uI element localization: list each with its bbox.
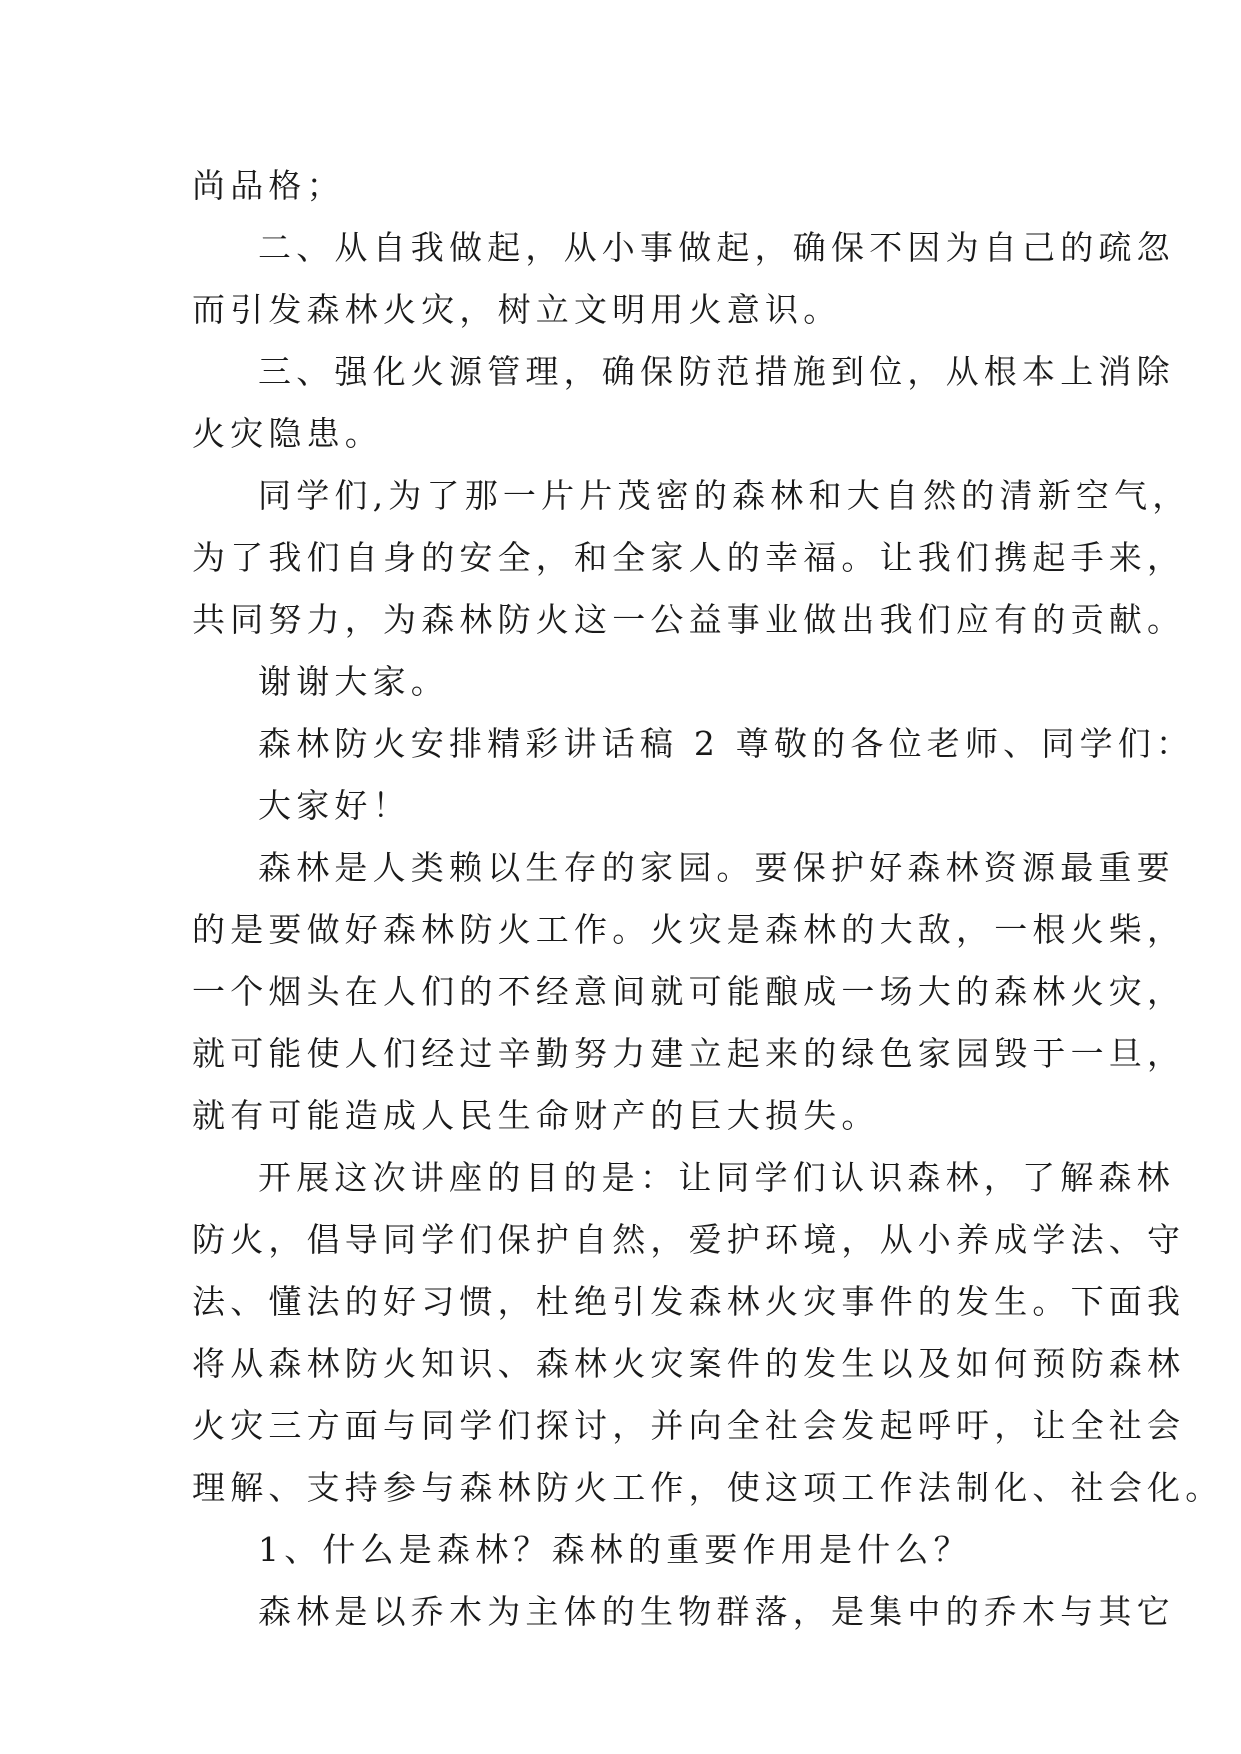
body-text: [192, 155, 1224, 1643]
text-line: 将从森林防火知识、森林火灾案件的发生以及如何预防森林: [192, 1344, 1186, 1383]
text-line: 火灾三方面与同学们探讨，并向全社会发起呼吁，让全社会: [192, 1406, 1186, 1445]
text-line: 而引发森林火灾，树立文明用火意识。: [192, 290, 842, 329]
section-heading: 森林防火安排精彩讲话稿 2 尊敬的各位老师、同学们：: [258, 724, 1195, 763]
text-line: 就可能使人们经过辛勤努力建立起来的绿色家园毁于一旦，: [192, 1034, 1186, 1073]
text-line: 三、强化火源管理，确保防范措施到位，从根本上消除: [258, 352, 1175, 391]
text-line: 谢谢大家。: [258, 662, 449, 701]
question-heading: 1、什么是森林？森林的重要作用是什么？: [258, 1530, 972, 1569]
text-line: 防火，倡导同学们保护自然，爱护环境，从小养成学法、守: [192, 1220, 1186, 1259]
text-line: 森林是人类赖以生存的家园。要保护好森林资源最重要: [258, 848, 1175, 887]
greeting: 大家好！: [258, 786, 411, 825]
text-line: 开展这次讲座的目的是：让同学们认识森林，了解森林: [258, 1158, 1175, 1197]
text-line: 理解、支持参与森林防火工作，使这项工作法制化、社会化。: [192, 1468, 1224, 1507]
text-line: 火灾隐患。: [192, 414, 383, 453]
text-line: 同学们,为了那一片片茂密的森林和大自然的清新空气，: [258, 476, 1191, 515]
text-line: 就有可能造成人民生命财产的巨大损失。: [192, 1096, 880, 1135]
text-line: 共同努力，为森林防火这一公益事业做出我们应有的贡献。: [192, 600, 1186, 639]
text-line: 森林是以乔木为主体的生物群落，是集中的乔木与其它: [258, 1592, 1175, 1631]
text-line: 一个烟头在人们的不经意间就可能酿成一场大的森林火灾，: [192, 972, 1186, 1011]
text-line: 为了我们自身的安全，和全家人的幸福。让我们携起手来，: [192, 538, 1186, 577]
text-line: 法、懂法的好习惯，杜绝引发森林火灾事件的发生。下面我: [192, 1282, 1186, 1321]
text-line: 二、从自我做起，从小事做起，确保不因为自己的疏忽: [258, 228, 1175, 267]
text-line: 尚品格；: [192, 166, 345, 205]
text-line: 的是要做好森林防火工作。火灾是森林的大敌，一根火柴，: [192, 910, 1186, 949]
